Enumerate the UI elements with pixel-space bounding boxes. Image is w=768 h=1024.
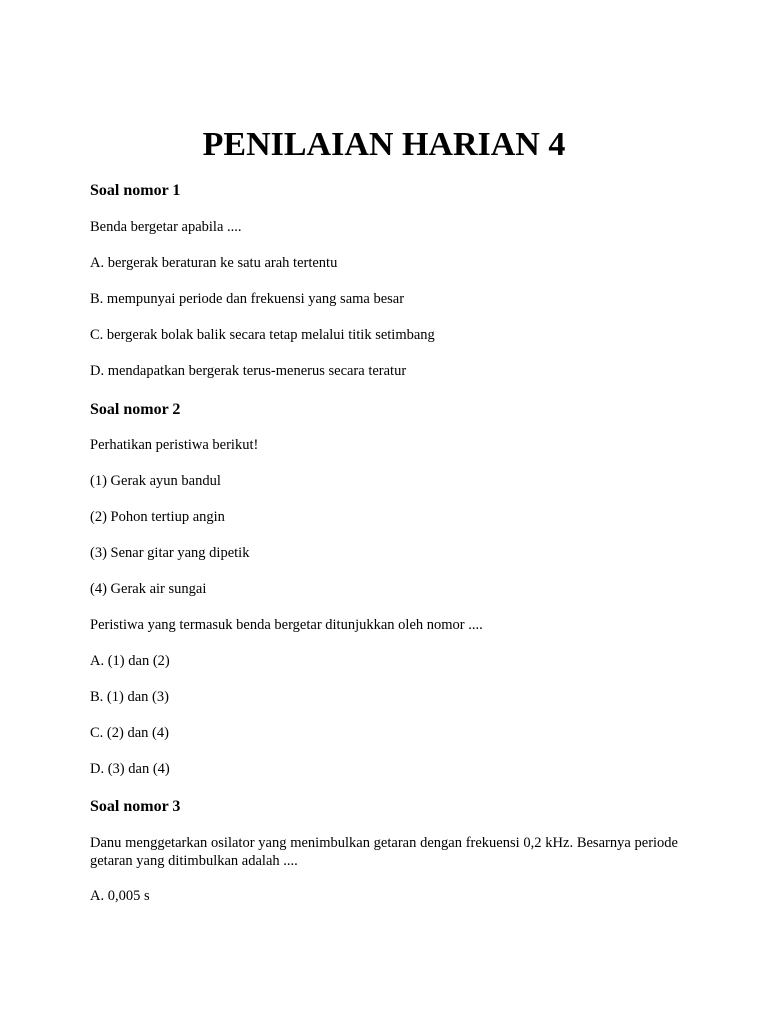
question-2-heading: Soal nomor 2: [90, 401, 181, 418]
question-3-prompt: Danu menggetarkan osilator yang menimbulkan getaran dengan frekuensi 0,2 kHz. Besarnya periode getaran yang ditimbulkan adalah ....: [90, 835, 678, 869]
question-2-option-c: C. (2) dan (4): [90, 725, 169, 741]
question-1-option-d: D. mendapatkan bergerak terus-menerus secara teratur: [90, 363, 407, 379]
question-2-option-a: A. (1) dan (2): [90, 653, 170, 669]
question-3-option-a: A. 0,005 s: [90, 888, 150, 904]
question-1-prompt: Benda bergetar apabila ....: [90, 219, 242, 235]
question-1-option-a: A. bergerak beraturan ke satu arah tertentu: [90, 255, 338, 271]
question-2-item-4: (4) Gerak air sungai: [90, 581, 207, 597]
question-2-question: Peristiwa yang termasuk benda bergetar ditunjukkan oleh nomor ....: [90, 617, 483, 633]
question-1-option-c: C. bergerak bolak balik secara tetap melalui titik setimbang: [90, 327, 435, 343]
question-2-item-2: (2) Pohon tertiup angin: [90, 509, 225, 525]
question-3-heading: Soal nomor 3: [90, 798, 181, 815]
question-2-item-3: (3) Senar gitar yang dipetik: [90, 545, 250, 561]
question-1-heading: Soal nomor 1: [90, 182, 181, 199]
question-2-option-b: B. (1) dan (3): [90, 689, 169, 705]
question-2-option-d: D. (3) dan (4): [90, 761, 170, 777]
question-1-option-b: B. mempunyai periode dan frekuensi yang sama besar: [90, 291, 405, 307]
question-2-item-1: (1) Gerak ayun bandul: [90, 473, 221, 489]
question-2-prompt: Perhatikan peristiwa berikut!: [90, 437, 259, 453]
page-title: PENILAIAN HARIAN 4: [202, 126, 566, 163]
